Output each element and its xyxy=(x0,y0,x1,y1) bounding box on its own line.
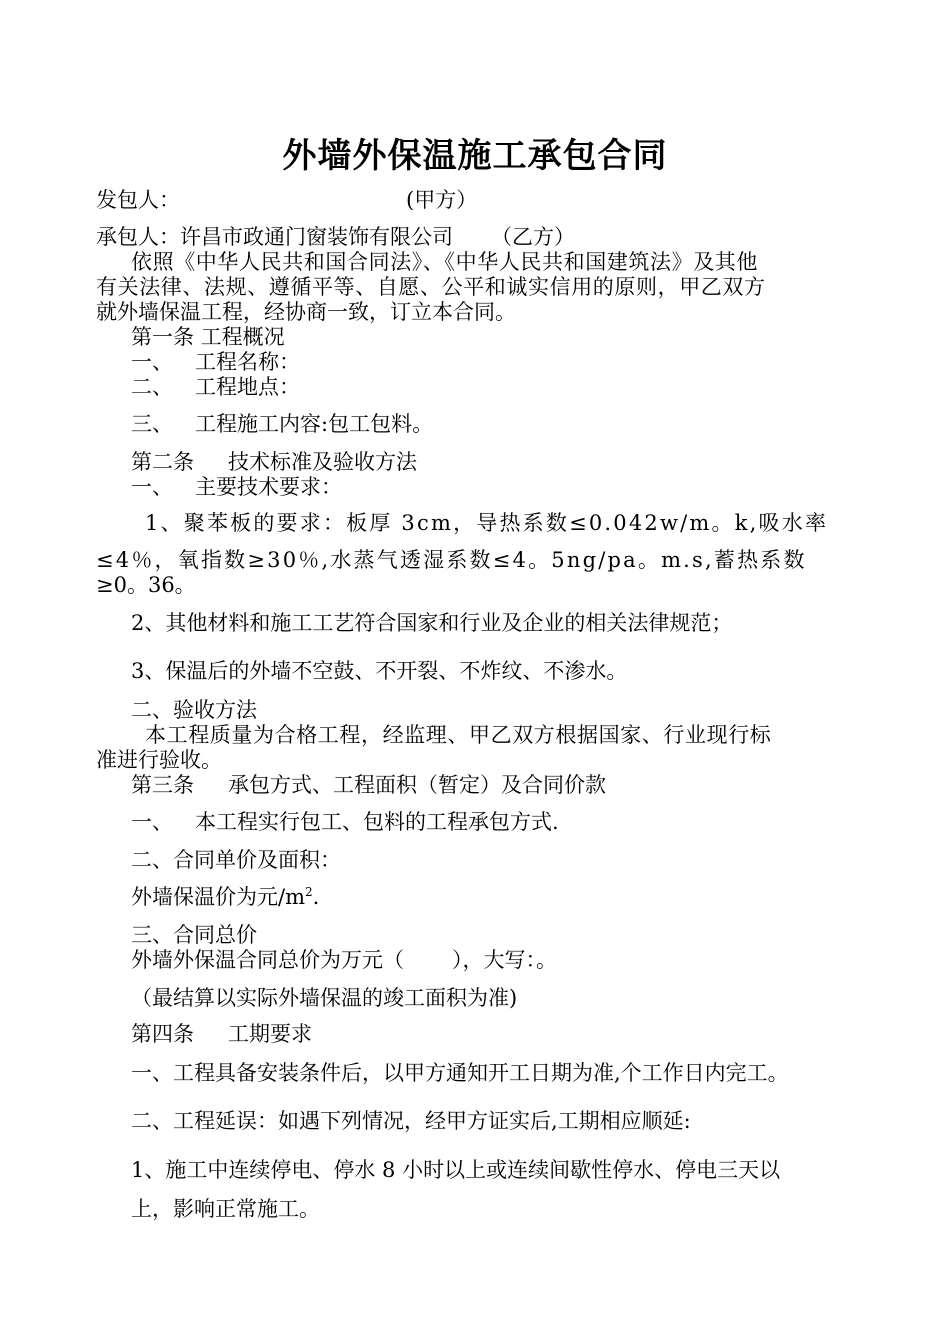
party-a-label: 发包人： xyxy=(96,188,180,212)
article4-heading: 第四条 工期要求 xyxy=(131,1022,312,1046)
acceptance-line-2: 准进行验收。 xyxy=(96,748,222,772)
preamble-line-1: 依照《中华人民共和国合同法》、《中华人民共和国建筑法》及其他 xyxy=(131,250,758,274)
requirement-1-line-1: 1、聚苯板的要求：板厚 3cm，导热系数≤0.042w/m。k,吸水率 xyxy=(145,511,829,535)
delay-case-1-line-1: 1、施工中连续停电、停水 8 小时以上或连续间歇性停水、停电三天以 xyxy=(131,1158,781,1182)
article3-item-3: 三、合同总价 xyxy=(131,923,257,947)
article2-heading: 第二条 技术标准及验收方法 xyxy=(131,450,417,474)
requirement-2: 2、其他材料和施工工艺符合国家和行业及企业的相关法律规范； xyxy=(131,611,733,635)
requirement-1-line-3: ≥0。36。 xyxy=(96,573,196,597)
article1-item-3: 三、 工程施工内容:包工包料。 xyxy=(131,412,434,436)
party-a-line xyxy=(96,187,477,213)
preamble-line-2: 有关法律、法规、遵循平等、自愿、公平和诚实信用的原则，甲乙双方 xyxy=(96,275,766,299)
settlement-note: （最结算以实际外墙保温的竣工面积为准) xyxy=(131,986,518,1010)
party-a-role: (甲方） xyxy=(406,188,478,212)
requirement-1-line-2: ≤4％，氧指数≥30％,水蒸气透湿系数≤4。5ng/pa。m.s,蓄热系数 xyxy=(96,548,807,572)
article1-heading: 第一条 工程概况 xyxy=(131,325,285,349)
party-b-role: （乙方） xyxy=(491,225,575,249)
article3-heading: 第三条 承包方式、工程面积（暂定）及合同价款 xyxy=(131,773,606,797)
party-b-line xyxy=(96,224,575,250)
article4-item-2: 二、工程延误：如遇下列情况，经甲方证实后,工期相应顺延: xyxy=(131,1109,691,1133)
acceptance-line-1: 本工程质量为合格工程，经监理、甲乙双方根据国家、行业现行标 xyxy=(145,723,772,747)
article2-sub1: 一、 主要技术要求： xyxy=(131,475,342,499)
article4-item-1: 一、工程具备安装条件后，以甲方通知开工日期为准,个工作日内完工。 xyxy=(131,1061,789,1085)
preamble-line-3: 就外墙保温工程，经协商一致，订立本合同。 xyxy=(96,300,516,324)
delay-case-1-line-2: 上，影响正常施工。 xyxy=(131,1197,320,1221)
article3-item-2: 二、合同单价及面积： xyxy=(131,848,341,872)
document-title: 外墙外保温施工承包合同 xyxy=(282,136,668,176)
party-b-label: 承包人：许昌市政通门窗装饰有限公司 xyxy=(96,225,453,249)
requirement-3: 3、保温后的外墙不空鼓、不开裂、不炸纹、不渗水。 xyxy=(131,659,628,683)
article3-item-1: 一、 本工程实行包工、包料的工程承包方式. xyxy=(131,810,559,834)
article1-item-1: 一、 工程名称： xyxy=(131,350,300,374)
article2-sub2: 二、验收方法 xyxy=(131,698,257,722)
unit-price-line: 外墙保温价为元$/m^2$. xyxy=(131,885,320,909)
article1-item-2: 二、 工程地点： xyxy=(131,375,300,399)
total-price-line: 外墙外保温合同总价为万元（ ），大写：。 xyxy=(131,948,557,972)
